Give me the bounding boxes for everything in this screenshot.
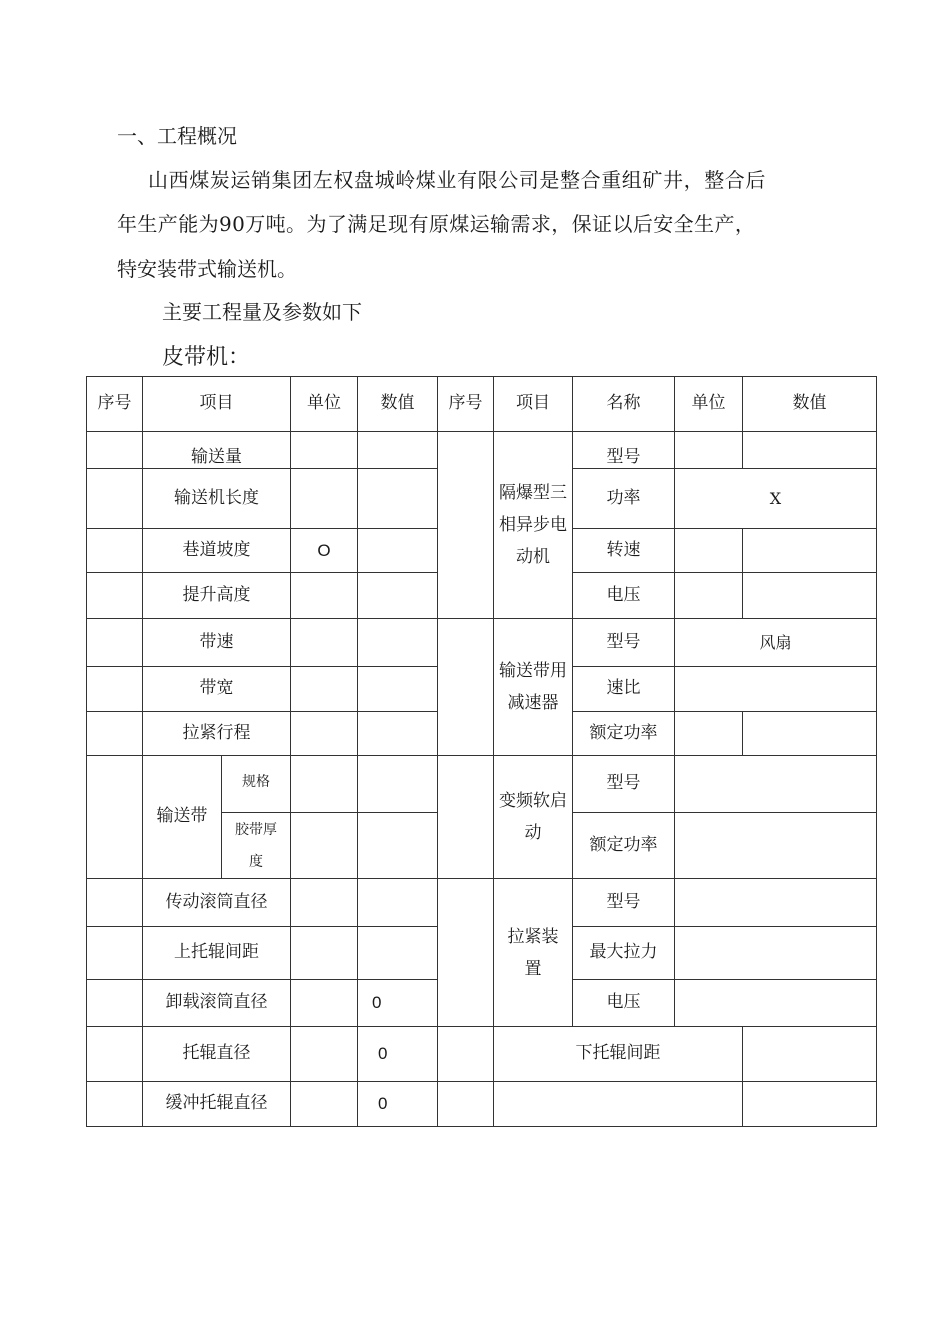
unit-cell	[291, 980, 358, 1027]
intro-line-1: 山西煤炭运销集团左权盘城岭煤业有限公司是整合重组矿井，整合后	[148, 168, 766, 192]
value-cell	[358, 712, 438, 756]
value-cell	[675, 813, 877, 879]
unit-cell	[291, 573, 358, 619]
item-cell: 输送机长度	[143, 469, 291, 529]
value-cell	[743, 432, 877, 469]
seq-cell	[438, 879, 494, 1027]
item-cell: 上托辊间距	[143, 927, 291, 980]
value-cell	[358, 879, 438, 927]
header-cell: 数值	[358, 377, 438, 432]
unit-cell	[743, 1082, 877, 1127]
unit-cell: O	[291, 529, 358, 573]
unit-cell	[675, 573, 743, 619]
seq-cell	[87, 1082, 143, 1127]
item-cell: 带速	[143, 619, 291, 667]
header-cell: 单位	[291, 377, 358, 432]
header-cell: 序号	[438, 377, 494, 432]
value-cell	[358, 469, 438, 529]
softstart-group-label	[494, 756, 573, 879]
unit-cell	[291, 469, 358, 529]
header-cell: 数值	[743, 377, 877, 432]
seq-cell	[438, 1027, 494, 1082]
belt-thickness-text: 胶带厚度	[235, 821, 277, 870]
item-cell: 托辊直径	[143, 1027, 291, 1082]
seq-cell	[87, 469, 143, 529]
name-cell: 功率	[573, 469, 675, 529]
unit-cell	[291, 879, 358, 927]
item-cell: 输送量	[143, 432, 291, 469]
table-row	[87, 879, 877, 927]
name-cell: 转速	[573, 529, 675, 573]
parameter-table	[86, 376, 877, 1127]
value-cell	[358, 432, 438, 469]
unit-cell	[291, 1027, 358, 1082]
tension-group-label	[494, 879, 573, 1027]
intro-line-3: 特安装带式输送机。	[117, 257, 297, 281]
lower-idler-label: 下托辊间距	[494, 1027, 743, 1082]
value-cell	[358, 667, 438, 712]
item-cell: 带宽	[143, 667, 291, 712]
value-cell	[358, 573, 438, 619]
motor-group-label	[494, 432, 573, 619]
name-cell: 额定功率	[573, 813, 675, 879]
value-cell: 风扇	[675, 619, 877, 667]
name-cell: 电压	[573, 573, 675, 619]
value-cell: X	[675, 469, 877, 529]
seq-cell	[87, 980, 143, 1027]
belt-thickness-label	[222, 813, 291, 879]
value-cell	[675, 927, 877, 980]
unit-cell	[291, 1082, 358, 1127]
table-label: 皮带机：	[162, 345, 251, 370]
unit-cell	[291, 712, 358, 756]
seq-cell	[87, 1027, 143, 1082]
seq-cell	[87, 619, 143, 667]
value-cell	[358, 619, 438, 667]
seq-cell	[87, 529, 143, 573]
table-row	[87, 619, 877, 667]
value-cell	[743, 712, 877, 756]
unit-cell	[675, 529, 743, 573]
table-row	[87, 1027, 877, 1082]
value-cell	[358, 529, 438, 573]
value-cell	[743, 573, 877, 619]
table-row	[87, 1082, 877, 1127]
header-cell: 项目	[143, 377, 291, 432]
seq-cell	[87, 712, 143, 756]
seq-cell	[87, 756, 143, 879]
name-cell: 型号	[573, 619, 675, 667]
header-row	[87, 377, 877, 432]
item-cell: 提升高度	[143, 573, 291, 619]
value-cell	[358, 813, 438, 879]
header-cell: 单位	[675, 377, 743, 432]
header-cell: 名称	[573, 377, 675, 432]
seq-cell	[87, 432, 143, 469]
seq-cell	[438, 756, 494, 879]
seq-cell	[438, 1082, 494, 1127]
seq-cell	[438, 432, 494, 619]
intro-line-2: 年生产能为90万吨。为了满足现有原煤运输需求，保证以后安全生产，	[117, 212, 756, 236]
motor-group-text: 隔爆型三相异步电动机	[499, 483, 567, 567]
seq-cell	[438, 619, 494, 756]
name-cell: 型号	[573, 879, 675, 927]
seq-cell	[87, 667, 143, 712]
name-cell: 型号	[573, 756, 675, 813]
header-cell: 序号	[87, 377, 143, 432]
subheading: 主要工程量及参数如下	[162, 300, 362, 324]
seq-cell	[87, 927, 143, 980]
value-cell	[743, 529, 877, 573]
unit-cell	[291, 432, 358, 469]
empty-cell	[494, 1082, 743, 1127]
name-cell: 速比	[573, 667, 675, 712]
unit-cell	[291, 927, 358, 980]
seq-cell	[87, 879, 143, 927]
tension-group-text: 拉紧装置	[507, 926, 559, 979]
item-cell: 缓冲托辊直径	[143, 1082, 291, 1127]
belt-group-label: 输送带	[143, 756, 222, 879]
value-cell	[675, 879, 877, 927]
header-cell: 项目	[494, 377, 573, 432]
unit-cell	[675, 432, 743, 469]
value-cell	[358, 756, 438, 813]
seq-cell	[87, 573, 143, 619]
name-cell: 最大拉力	[573, 927, 675, 980]
value-cell	[675, 756, 877, 813]
unit-cell	[675, 712, 743, 756]
item-cell: 传动滚筒直径	[143, 879, 291, 927]
table-row	[87, 432, 877, 469]
item-cell: 巷道坡度	[143, 529, 291, 573]
section-heading: 一、工程概况	[117, 124, 237, 148]
value-cell	[675, 980, 877, 1027]
unit-cell	[291, 619, 358, 667]
unit-cell	[743, 1027, 877, 1082]
value-cell: 0	[358, 980, 438, 1027]
softstart-group-text: 变频软启动	[499, 791, 567, 843]
value-cell	[675, 667, 877, 712]
belt-spec-label: 规格	[222, 756, 291, 813]
table-row	[87, 756, 877, 813]
reducer-group-text: 输送带用减速器	[499, 661, 567, 713]
value-cell: 0	[358, 1082, 438, 1127]
name-cell: 额定功率	[573, 712, 675, 756]
unit-cell	[291, 813, 358, 879]
value-cell: 0	[358, 1027, 438, 1082]
unit-cell	[291, 756, 358, 813]
item-cell: 卸载滚筒直径	[143, 980, 291, 1027]
value-cell	[358, 927, 438, 980]
unit-cell	[291, 667, 358, 712]
item-cell: 拉紧行程	[143, 712, 291, 756]
reducer-group-label	[494, 619, 573, 756]
name-cell: 型号	[573, 432, 675, 469]
name-cell: 电压	[573, 980, 675, 1027]
